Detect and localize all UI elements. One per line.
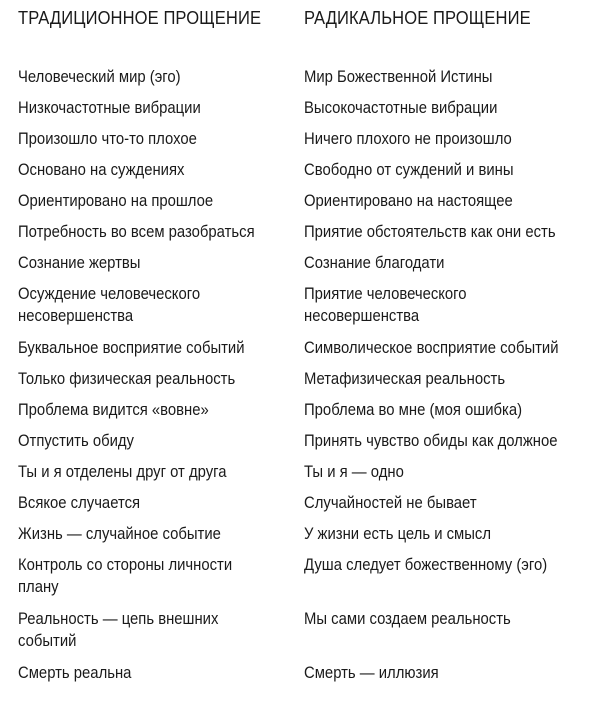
radical-cell: Приятие обстоятельств как они есть <box>304 223 556 241</box>
radical-cell: Мы сами создаем реальность <box>304 610 511 628</box>
radical-cell: Ничего плохого не произошло <box>304 130 512 148</box>
traditional-cell: Буквальное восприятие событий <box>18 339 245 357</box>
radical-cell: Мир Божественной Истины <box>304 68 493 86</box>
table-row <box>0 368 600 399</box>
traditional-cell: Сознание жертвы <box>18 254 141 272</box>
table-row <box>0 221 600 252</box>
table-row <box>0 399 600 430</box>
traditional-cell: Контроль со стороны личности плану <box>18 556 233 596</box>
radical-cell: Символическое восприятие событий <box>304 339 559 357</box>
radical-cell: Высокочастотные вибрации <box>304 99 498 117</box>
table-row <box>0 608 600 662</box>
table-row <box>0 252 600 283</box>
traditional-cell: Ты и я отделены друг от друга <box>18 463 227 481</box>
table-row <box>0 662 600 693</box>
traditional-cell: Низкочастотные вибрации <box>18 99 201 117</box>
table-row <box>0 283 600 337</box>
table-row <box>0 554 600 608</box>
traditional-cell: Жизнь — случайное событие <box>18 525 221 543</box>
radical-cell: Принять чувство обиды как должное <box>304 432 558 450</box>
traditional-cell: Ориентировано на прошлое <box>18 192 214 210</box>
radical-cell: Свободно от суждений и вины <box>304 161 514 179</box>
table-row <box>0 66 600 97</box>
traditional-cell: Потребность во всем разобраться <box>18 223 255 241</box>
traditional-cell: Реальность — цепь внешних событий <box>18 610 219 650</box>
table-row <box>0 159 600 190</box>
header-radical: РАДИКАЛЬНОЕ ПРОЩЕНИЕ <box>304 8 531 28</box>
radical-cell: Случайностей не бывает <box>304 494 477 512</box>
traditional-cell: Человеческий мир (эго) <box>18 68 181 86</box>
radical-cell: Приятие человеческого несовершенства <box>304 285 467 325</box>
traditional-cell: Только физическая реальность <box>18 370 236 388</box>
radical-cell: Смерть — иллюзия <box>304 664 439 682</box>
table-row <box>0 523 600 554</box>
traditional-cell: Смерть реальна <box>18 664 132 682</box>
table-row <box>0 190 600 221</box>
traditional-cell: Отпустить обиду <box>18 432 134 450</box>
radical-cell: У жизни есть цель и смысл <box>304 525 492 543</box>
radical-cell: Сознание благодати <box>304 254 445 272</box>
table-row <box>0 337 600 368</box>
radical-cell: Проблема во мне (моя ошибка) <box>304 401 523 419</box>
traditional-cell: Проблема видится «вовне» <box>18 401 209 419</box>
radical-cell: Душа следует божественному (эго) <box>304 556 548 574</box>
radical-cell: Ты и я — одно <box>304 463 404 481</box>
traditional-cell: Осуждение человеческого несовершенства <box>18 285 201 325</box>
table-row <box>0 430 600 461</box>
table-row <box>0 97 600 128</box>
table-row <box>0 492 600 523</box>
traditional-cell: Основано на суждениях <box>18 161 185 179</box>
radical-cell: Метафизическая реальность <box>304 370 506 388</box>
traditional-cell: Всякое случается <box>18 494 141 512</box>
traditional-cell: Произошло что-то плохое <box>18 130 197 148</box>
header-traditional: ТРАДИЦИОННОЕ ПРОЩЕНИЕ <box>18 8 262 28</box>
rows-list <box>0 66 600 693</box>
table-row <box>0 128 600 159</box>
table-row <box>0 461 600 492</box>
radical-cell: Ориентировано на настоящее <box>304 192 513 210</box>
